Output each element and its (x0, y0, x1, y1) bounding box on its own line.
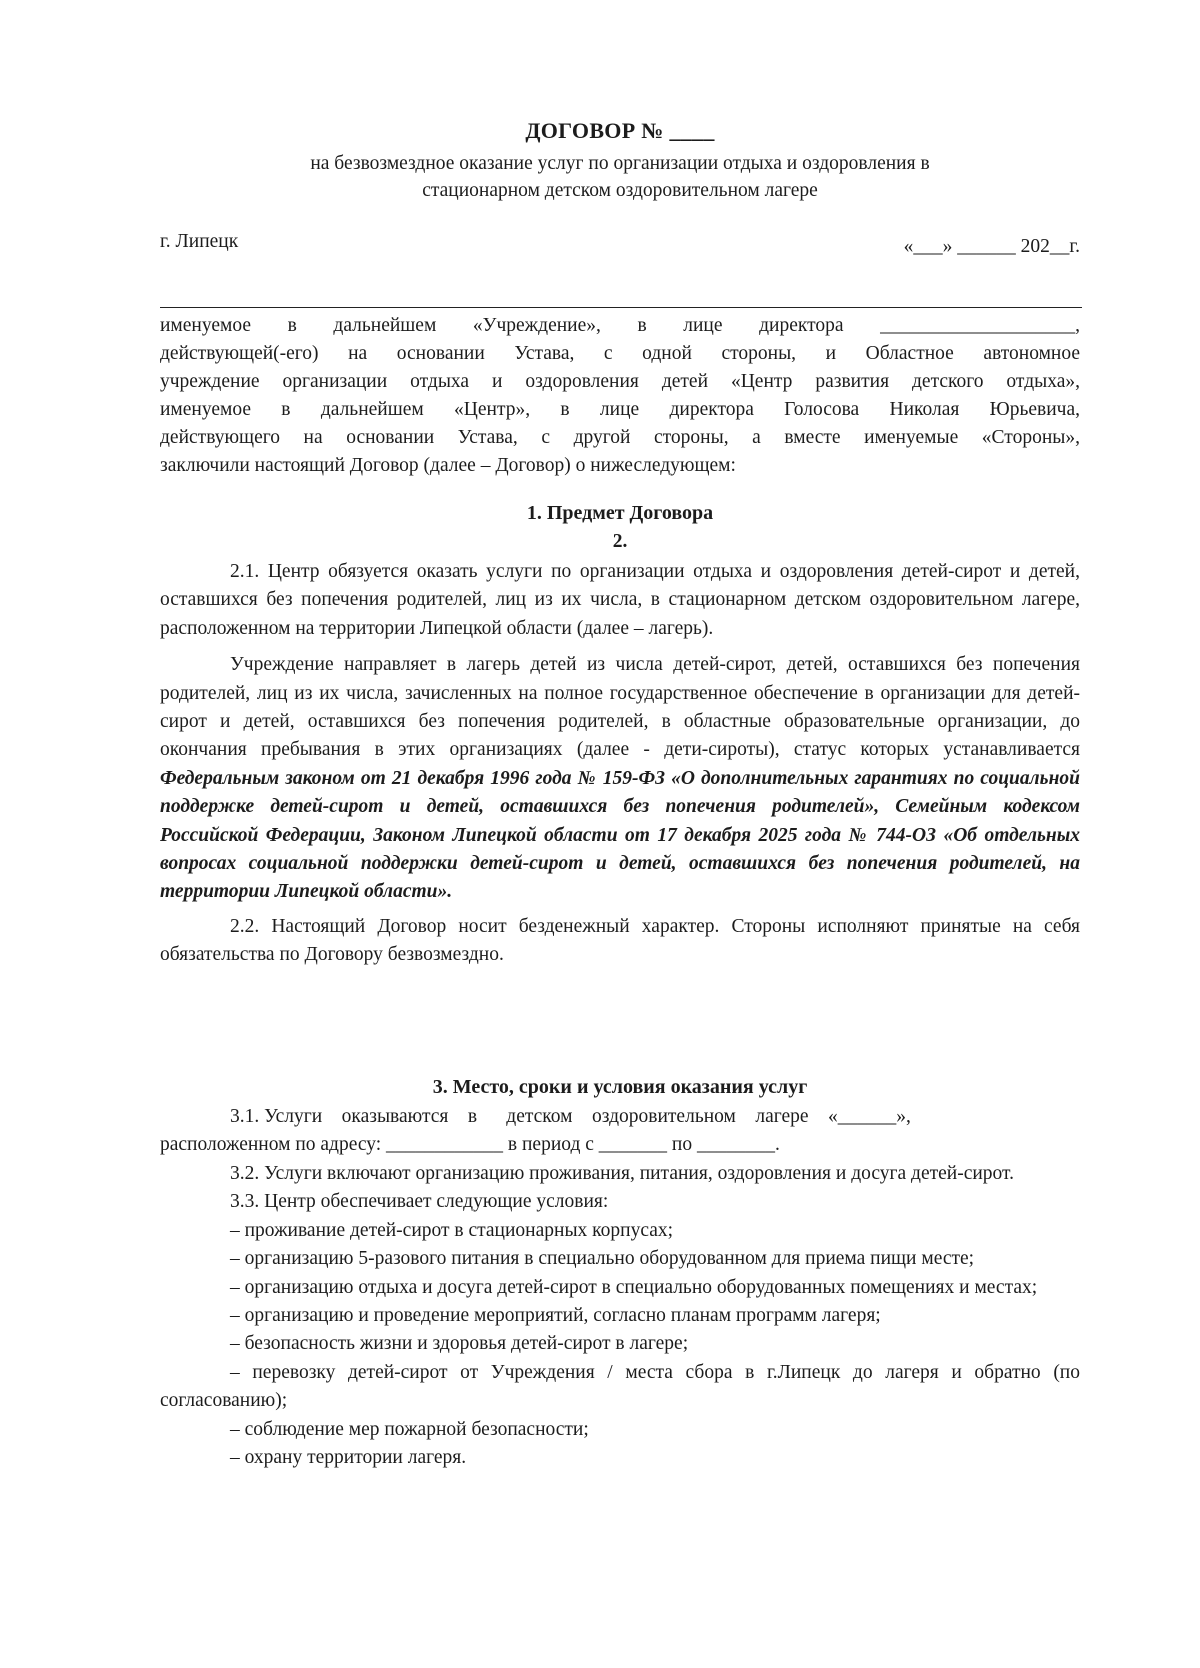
intro-line: действующей(-его) на основании Устава, с одной стороны, и Областное автономное (160, 343, 1080, 364)
intro-line: действующего на основании Устава, с другой стороны, а вместе именуемые «Стороны», (160, 427, 1080, 448)
contract-title: ДОГОВОР № ____ (525, 118, 715, 143)
condition-item: – соблюдение мер пожарной безопасности; (230, 1418, 589, 1440)
contract-subtitle-line2: стационарном детском оздоровительном лагере (422, 180, 818, 201)
clause-3-3: 3.3. Центр обеспечивает следующие условия: (230, 1191, 609, 1213)
condition-item: – организацию и проведение мероприятий, согласно планам программ лагеря; (230, 1305, 881, 1327)
section-1-body (160, 558, 1080, 970)
section-3-body (160, 1160, 1080, 1472)
intro-line: именуемое в дальнейшем «Учреждение», в лице директора ____________________, (160, 315, 1080, 336)
section-heading-place-terms: 3. Место, сроки и условия оказания услуг (432, 1076, 808, 1098)
condition-item: – проживание детей-сирот в стационарных корпусах; (230, 1219, 674, 1241)
clause-2-2: 2.2. Настоящий Договор носит безденежный характер. Стороны исполняют принятые на себя обязательства по Договору безвозмездно. (160, 915, 1080, 966)
clause-3-2: 3.2. Услуги включают организацию проживания, питания, оздоровления и досуга детей-сирот. (230, 1163, 1014, 1184)
clause-3-1-line2: расположенном по адресу: ____________ в период с _______ по ________. (160, 1134, 780, 1155)
clause-2-1: 2.1. Центр обязуется оказать услуги по организации отдыха и оздоровления детей-сирот и детей, оставшихся без попечения родителей, лиц из их числа, в стационарном детском оздоровительном лагере, расположенном на территории Липецкой области (далее – лагерь). (160, 561, 1080, 639)
contract-place: г. Липецк (160, 231, 239, 252)
condition-item: – перевозку детей-сирот от Учреждения / места сбора в г.Липецк до лагеря и обратно (по согласованию); (160, 1361, 1080, 1412)
intro-line: заключили настоящий Договор (далее – Договор) о нижеследующем: (160, 455, 736, 476)
contract-date: «___» ______ 202__г. (903, 236, 1080, 257)
condition-item: – охрану территории лагеря. (230, 1447, 467, 1469)
section-heading-subject: 1. Предмет Договора (526, 502, 714, 524)
condition-item: – организацию отдыха и досуга детей-сирот в специально оборудованных помещениях и местах; (230, 1276, 1038, 1298)
condition-item: – безопасность жизни и здоровья детей-сирот в лагере; (230, 1333, 689, 1355)
clause-institution-text: Учреждение направляет в лагерь детей из числа детей-сирот, детей, оставшихся без попечения родителей, лиц из их числа, зачисленных на полное государственное обеспечение в организации для детей-сирот и детей, оставшихся без попечения родителей, в областные образовательные организации, до окончания пребывания в этих организациях (далее - дети-сироты), статус которых устанавливается (160, 654, 1080, 761)
condition-item: – организацию 5-разового питания в специально оборудованном для приема пищи месте; (230, 1248, 975, 1270)
clause-3-1-line1: 3.1. Услуги оказываются в детском оздоровительном лагере «______», (230, 1106, 911, 1127)
clause-institution-legal-refs: Федеральным законом от 21 декабря 1996 года № 159-ФЗ «О дополнительных гарантиях по социальной поддержке детей-сирот и детей, оставшихся без попечения родителей», Семейным кодексом Российской Федерации, Законом Липецкой области от 17 декабря 2025 года № 744-ОЗ «Об отдельных вопросах социальной поддержки детей-сирот и детей, оставшихся без попечения родителей, на территории Липецкой области». (160, 767, 1080, 903)
intro-line: учреждение организации отдыха и оздоровления детей «Центр развития детского отдыха», (160, 371, 1080, 392)
contract-subtitle-line1: на безвозмездное оказание услуг по организации отдыха и оздоровления в (310, 153, 930, 174)
intro-line: именуемое в дальнейшем «Центр», в лице директора Голосова Николая Юрьевича, (160, 399, 1080, 420)
clause-institution (160, 651, 1080, 907)
section-number-extra: 2. (612, 531, 628, 552)
party-name-blank-line (160, 307, 1082, 308)
